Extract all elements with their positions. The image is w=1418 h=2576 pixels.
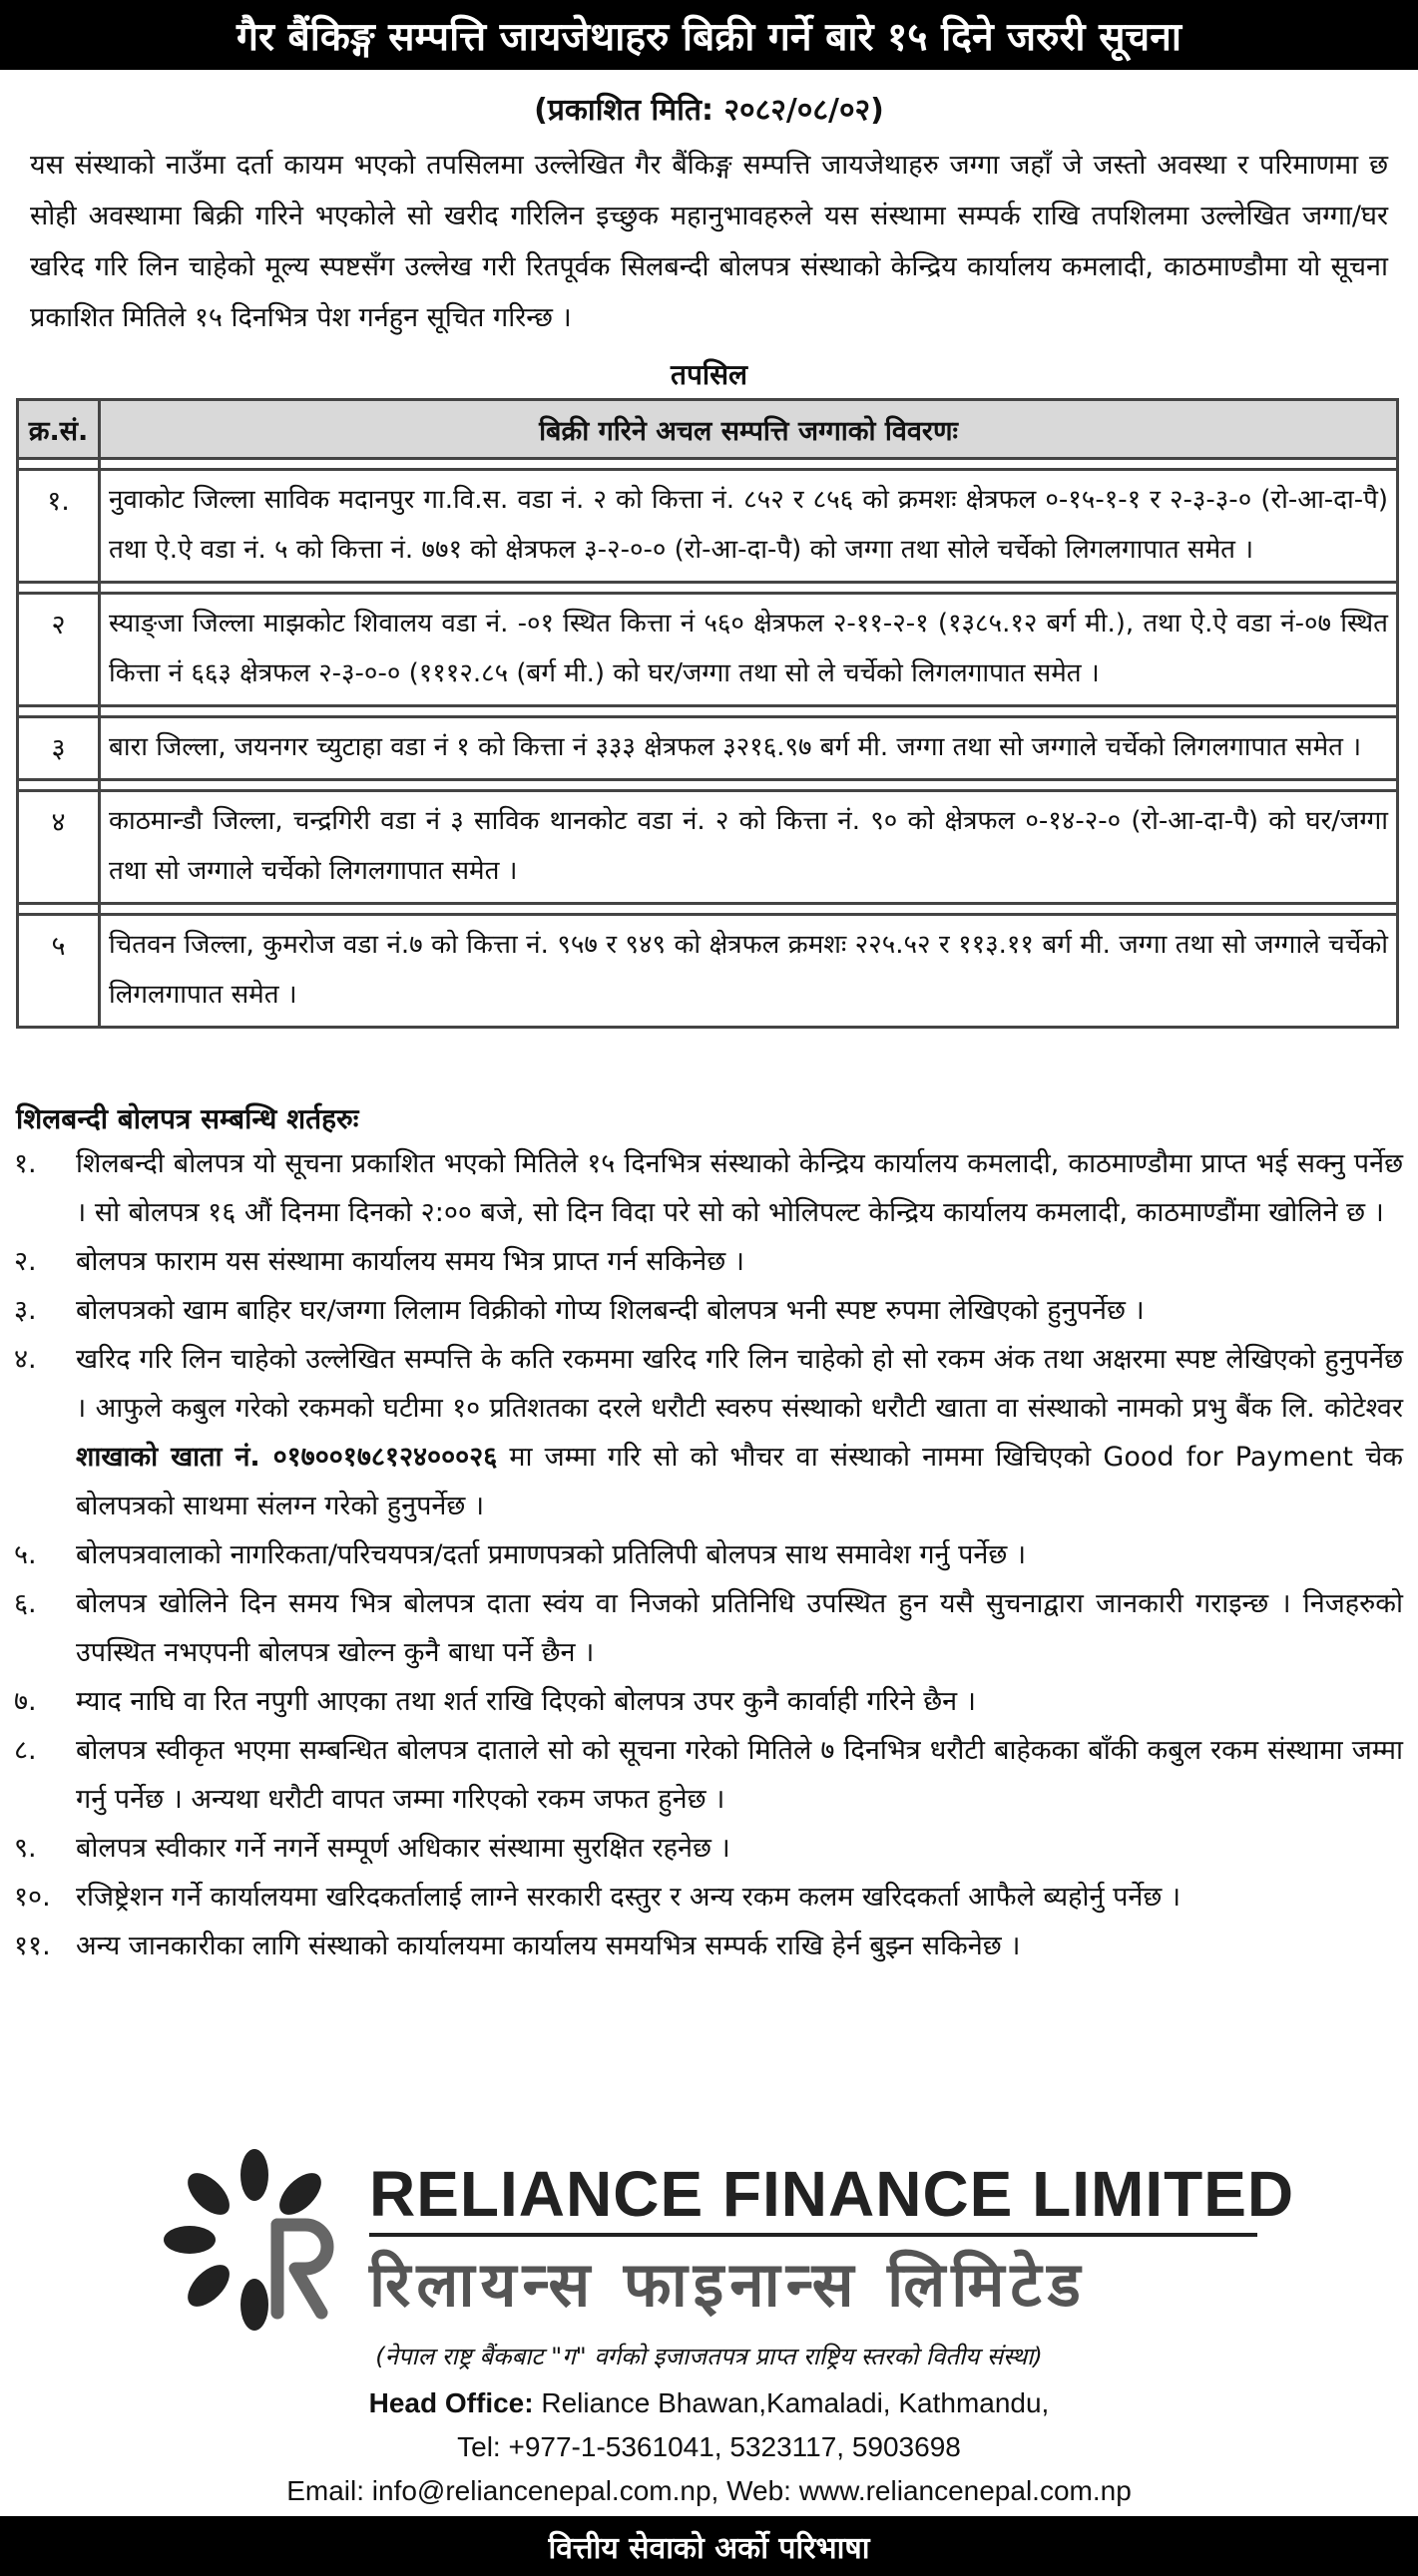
term-text: बोलपत्र खोलिने दिन समय भित्र बोलपत्र दाता स्वंय वा निजको प्रतिनिधि उपस्थित हुन यसै सुचनाद्वारा जानकारी गराइन्छ । निजहरुको उपस्थित नभएपनी बोलपत्र खोल्न कुनै बाधा पर्ने छैन । <box>76 1588 1403 1668</box>
row-sn: १. <box>18 470 100 583</box>
divider <box>369 2233 1257 2237</box>
term-number: ८. <box>14 1735 37 1766</box>
term-text: शिलबन्दी बोलपत्र यो सूचना प्रकाशित भएको मितिले १५ दिनभित्र संस्थाको केन्द्रिय कार्यालय कमलादी, काठमाण्डौमा प्राप्त भई सक्नु पर्नेछ । सो बोलपत्र १६ औं दिनमा दिनको २:०० बजे, सो दिन विदा परे सो को भोलिपल्ट केन्द्रिय कार्यालय कमलादी, काठमाण्डौंमा खोलिने छ । <box>76 1148 1403 1228</box>
terms-list <box>14 1139 1403 1970</box>
intro-paragraph: यस संस्थाको नाउँमा दर्ता कायम भएको तपसिलमा उल्लेखित गैर बैंकिङ्ग सम्पत्ति जायजेथाहरु जग्गा जहाँ जे जस्तो अवस्था र परिमाणमा छ सोही अवस्थामा बिक्री गरिने भएकोले सो खरीद गरिलिन इच्छुक महानुभावहरुले यस संस्थामा सम्पर्क राखि तपशिलमा उल्लेखित जग्गा/घर खरिद गरि लिन चाहेको मूल्य स्पष्टसँग उल्लेख गरी रितपूर्वक सिलबन्दी बोलपत्र संस्थाको केन्द्रिय कार्यालय कमलादी, काठमाण्डौमा यो सूचना प्रकाशित मितिले १५ दिनभित्र पेश गर्नहुन सूचित गरिन्छ । <box>30 150 1388 333</box>
list-item <box>14 1530 1403 1579</box>
list-item <box>14 1579 1403 1677</box>
tagline: वित्तीय सेवाको अर्को परिभाषा <box>548 2530 870 2566</box>
term-number: ६. <box>14 1588 37 1619</box>
company-name-english: RELIANCE FINANCE LIMITED <box>369 2158 1295 2230</box>
notice-title-bar <box>0 0 1418 70</box>
tagline-bar <box>0 2516 1418 2576</box>
row-sn: ५ <box>18 915 100 1028</box>
term-number: ११. <box>14 1931 51 1961</box>
row-description: नुवाकोट जिल्ला साविक मदानपुर गा.वि.स. वडा नं. २ को कित्ता नं. ८५२ र ८५६ को क्रमशः क्षेत्रफल ०-१५-१-१ र २-३-३-० (रो-आ-दा-पै) तथा ऐ.ऐ वडा नं. ५ को कित्ता नं. ७७१ को क्षेत्रफल ३-२-०-० (रो-आ-दा-पै) को जग्गा तथा सोले चर्चेको लिगलगापात समेत । <box>100 470 1398 583</box>
table-row <box>18 470 1398 583</box>
list-item <box>14 1286 1403 1335</box>
list-item <box>14 1335 1403 1530</box>
head-office-address: Reliance Bhawan,Kamaladi, Kathmandu, <box>541 2387 1050 2418</box>
asset-table-header <box>18 400 1398 459</box>
row-sn: ३ <box>18 717 100 780</box>
list-item <box>14 1726 1403 1824</box>
terms-heading: शिलबन्दी बोलपत्र सम्बन्धि शर्तहरुः <box>16 1102 359 1135</box>
list-item <box>14 1873 1403 1922</box>
table-row <box>18 791 1398 904</box>
list-item <box>14 1922 1403 1970</box>
term-text-part: मा जम्मा गरि सो को भौचर वा संस्थाको नाममा खिचिएको Good for Payment चेक बोलपत्रको साथमा संलग्न गरेको हुनुपर्नेछ । <box>76 1442 1403 1521</box>
list-item <box>14 1677 1403 1726</box>
term-text: अन्य जानकारीका लागि संस्थाको कार्यालयमा कार्यालय समयभित्र सम्पर्क राखि हेर्न बुझ्न सकिनेछ । <box>76 1931 1021 1961</box>
row-sn: २ <box>18 594 100 706</box>
term-number: २. <box>14 1246 37 1277</box>
term-text: बोलपत्र स्वीकार गर्ने नगर्ने सम्पूर्ण अधिकार संस्थामा सुरक्षित रहनेछ । <box>76 1833 730 1864</box>
list-item <box>14 1824 1403 1873</box>
term-number: ३. <box>14 1295 37 1326</box>
column-header-sn: क्र.सं. <box>18 400 100 459</box>
head-office-label: Head Office: <box>368 2387 534 2418</box>
term-number: ४. <box>14 1344 37 1375</box>
row-description: चितवन जिल्ला, कुमरोज वडा नं.७ को कित्ता नं. ९५७ र ९४९ को क्षेत्रफल क्रमशः २२५.५२ र ११३.११ बर्ग मी. जग्गा तथा सो जग्गाले चर्चेको लिगलगापात समेत । <box>100 915 1398 1028</box>
company-name-nepali: रिलायन्स फाइनान्स लिमिटेड <box>369 2248 1087 2321</box>
company-logo <box>160 2145 349 2335</box>
term-number: १०. <box>14 1882 51 1913</box>
license-note: (नेपाल राष्ट्र बैंकबाट "ग" वर्गको इजाजतपत्र प्राप्त राष्ट्रिय स्तरको वितीय संस्था) <box>375 2343 1043 2370</box>
published-date: (प्रकाशित मिति: २०८२/०८/०२) <box>534 93 884 128</box>
term-text: रजिष्ट्रेशन गर्ने कार्यालयमा खरिदकर्तालाई लाग्ने सरकारी दस्तुर र अन्य रकम कलम खरिदकर्ता आफैले ब्यहोर्नु पर्नेछ । <box>76 1882 1182 1913</box>
term-number: ९. <box>14 1833 37 1864</box>
term-text: म्याद नाघि वा रित नपुगी आएका तथा शर्त राखि दिएको बोलपत्र उपर कुनै कार्वाही गरिने छैन । <box>76 1686 976 1717</box>
row-description: बारा जिल्ला, जयनगर च्युटाहा वडा नं १ को कित्ता नं ३३३ क्षेत्रफल ३२१६.९७ बर्ग मी. जग्गा तथा सो जग्गाले चर्चेको लिगलगापात समेत । <box>100 717 1398 780</box>
table-caption: तपसिल <box>670 358 748 391</box>
term-text: बोलपत्र स्वीकृत भएमा सम्बन्धित बोलपत्र दाताले सो को सूचना गरेको मितिले ७ दिनभित्र धरौटी बाहेकका बाँकी कबुल रकम संस्थामा जम्मा गर्नु पर्नेछ । अन्यथा धरौटी वापत जम्मा गरिएको रकम जफत हुनेछ । <box>76 1735 1403 1815</box>
term-text <box>76 1335 1403 1530</box>
head-office-line <box>0 2387 1418 2419</box>
table-row <box>18 915 1398 1028</box>
term-number: ५. <box>14 1539 37 1570</box>
row-sn: ४ <box>18 791 100 904</box>
column-header-description: बिक्री गरिने अचल सम्पत्ति जग्गाको विवरणः <box>100 400 1398 459</box>
table-row <box>18 717 1398 780</box>
term-text: बोलपत्र फाराम यस संस्थामा कार्यालय समय भित्र प्राप्त गर्न सकिनेछ । <box>76 1246 744 1277</box>
email-web-line: Email: info@reliancenepal.com.np, Web: www.reliancenepal.com.np <box>286 2475 1132 2506</box>
list-item <box>14 1139 1403 1237</box>
notice-title: गैर बैंकिङ्ग सम्पत्ति जायजेथाहरु बिक्री गर्ने बारे १५ दिने जरुरी सूचना <box>236 14 1182 60</box>
account-number: शाखाको खाता नं. ०१७००१७८१२४०००२६ <box>76 1442 498 1473</box>
telephone-line: Tel: +977-1-5361041, 5323117, 5903698 <box>457 2431 961 2462</box>
term-text: बोलपत्रवालाको नागरिकता/परिचयपत्र/दर्ता प्रमाणपत्रको प्रतिलिपी बोलपत्र साथ समावेश गर्नु पर्नेछ । <box>76 1539 1027 1570</box>
row-description: काठमान्डौ जिल्ला, चन्द्रगिरी वडा नं ३ साविक थानकोट वडा नं. २ को कित्ता नं. ९० को क्षेत्रफल ०-१४-२-० (रो-आ-दा-पै) को घर/जग्गा तथा सो जग्गाले चर्चेको लिगलगापात समेत । <box>100 791 1398 904</box>
table-row <box>18 594 1398 706</box>
term-number: ७. <box>14 1686 37 1717</box>
row-description: स्याङ्जा जिल्ला माझकोट शिवालय वडा नं. -०१ स्थित कित्ता नं ५६० क्षेत्रफल २-११-२-१ (१३८५.१२ बर्ग मी.), तथा ऐ.ऐ वडा नं-०७ स्थित कित्ता नं ६६३ क्षेत्रफल २-३-०-० (१११२.८५ (बर्ग मी.) को घर/जग्गा तथा सो ले चर्चेको लिगलगापात समेत । <box>100 594 1398 706</box>
term-number: १. <box>14 1148 37 1179</box>
term-text: बोलपत्रको खाम बाहिर घर/जग्गा लिलाम विक्रीको गोप्य शिलबन्दी बोलपत्र भनी स्पष्ट रुपमा लेखिएको हुनुपर्नेछ । <box>76 1295 1145 1326</box>
term-text-part: खरिद गरि लिन चाहेको उल्लेखित सम्पत्ति के कति रकममा खरिद गरि लिन चाहेको हो सो रकम अंक तथा अक्षरमा स्पष्ट लेखिएको हुनुपर्नेछ । आफुले कबुल गरेको रकमको घटीमा १० प्रतिशतका दरले धरौटी स्वरुप संस्थाको धरौटी खाता वा संस्थाको नामको प्रभु बैंक लि. कोटेश्वर <box>76 1344 1403 1424</box>
asset-table <box>16 398 1399 1029</box>
list-item <box>14 1237 1403 1286</box>
